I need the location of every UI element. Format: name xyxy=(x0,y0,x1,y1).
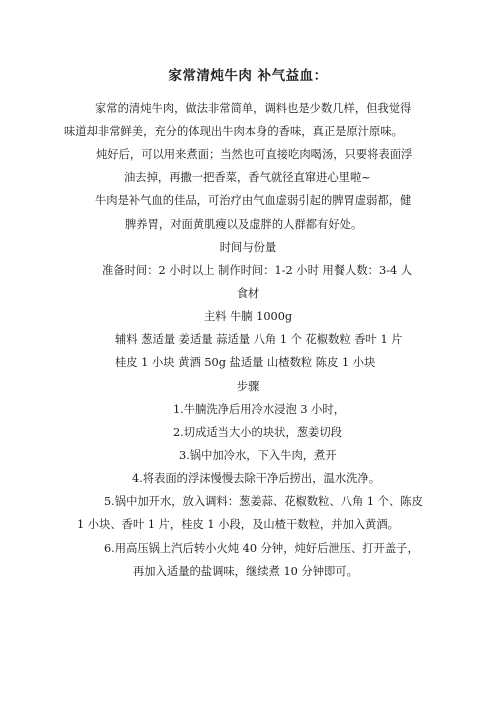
intro-paragraph-line: 家常的清炖牛肉，做法非常简单，调料也是少数几样，但我觉得 xyxy=(95,102,412,115)
step-item-continued: 再加入适量的盐调味，继续煮 10 分钟即可。 xyxy=(133,565,358,578)
step-item: 4.将表面的浮沫慢慢去除干净后捞出，温水洗净。 xyxy=(132,472,381,485)
benefit-paragraph-line: 脾养胃，对面黄肌瘦以及虚胖的人群都有好处。 xyxy=(125,218,363,231)
benefit-paragraph-line: 牛肉是补气血的佳品，可治疗由气血虚弱引起的脾胃虚弱都，健 xyxy=(95,194,412,207)
aux-ingredients-line: 辅料 葱适量 姜适量 蒜适量 八角 1 个 花椒数粒 香叶 1 片 xyxy=(115,333,403,346)
step-item: 2.切成适当大小的块状，葱姜切段 xyxy=(173,426,342,439)
steps-heading: 步骤 xyxy=(236,380,260,393)
intro-paragraph-line: 炖好后，可以用来煮面；当然也可直接吃肉喝汤，只要将表面浮 xyxy=(96,148,413,161)
time-info: 准备时间：2 小时以上 制作时间：1-2 小时 用餐人数：3-4 人 xyxy=(102,264,413,277)
ingredients-heading: 食材 xyxy=(236,287,260,300)
intro-paragraph-line: 油去掉，再撒一把香菜，香气就径直窜进心里啦~ xyxy=(124,171,371,184)
step-item: 5.锅中加开水，放入调料：葱姜蒜、花椒数粒、八角 1 个、陈皮 xyxy=(104,495,423,508)
step-item: 6.用高压锅上汽后转小火炖 40 分钟，炖好后泄压、打开盖子， xyxy=(104,542,419,555)
step-item: 3.锅中加冷水，下入牛肉，煮开 xyxy=(179,449,337,462)
step-item: 1.牛腩洗净后用冷水浸泡 3 小时， xyxy=(173,403,346,416)
aux-ingredients-line: 桂皮 1 小块 黄酒 50g 盐适量 山楂数粒 陈皮 1 小块 xyxy=(115,356,376,369)
main-ingredient: 主料 牛腩 1000g xyxy=(203,310,293,323)
page-title: 家常清炖牛肉 补气益血： xyxy=(168,68,328,84)
time-heading: 时间与份量 xyxy=(219,241,277,254)
step-item-continued: 1 小块、香叶 1 片，桂皮 1 小段，及山楂干数粒，并加入黄酒。 xyxy=(77,518,399,531)
intro-paragraph-line: 味道却非常鲜美，充分的体现出牛肉本身的香味，真正是原汁原味。 xyxy=(64,125,403,138)
